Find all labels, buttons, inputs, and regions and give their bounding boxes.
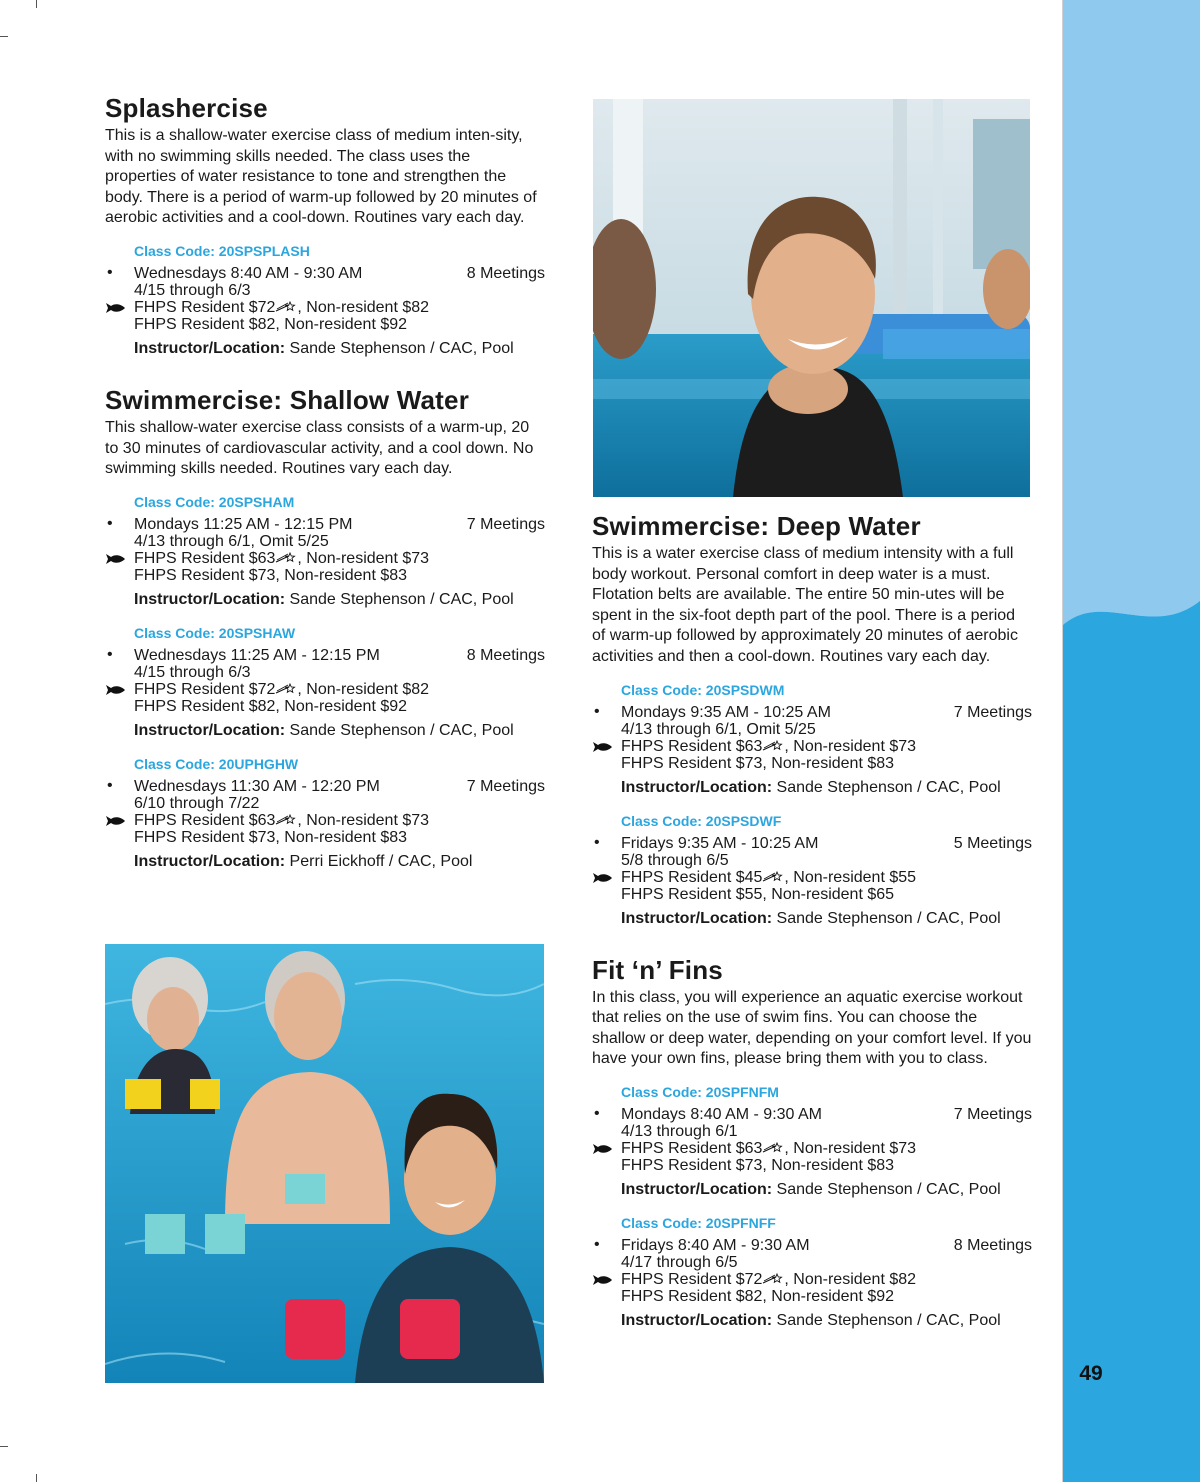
shooting-star-icon — [275, 301, 297, 312]
wave-decoration — [1063, 560, 1200, 700]
crop-mark — [36, 0, 37, 8]
fee-nonresident: , Non-resident $73 — [297, 811, 430, 829]
fee-row — [592, 738, 1032, 755]
instructor-value: Sande Stephenson / CAC, Pool — [285, 590, 514, 608]
class-code: Class Code: 20SPSPLASH — [134, 242, 310, 259]
instructor-label: Instructor/Location: — [134, 721, 286, 739]
meetings-count: 7 Meetings — [466, 777, 545, 795]
fish-icon — [105, 552, 127, 566]
shooting-star-icon — [275, 552, 297, 563]
class-section — [592, 954, 1032, 1330]
fee-row — [592, 1271, 1032, 1288]
late-fee-row — [105, 567, 545, 584]
class-code: Class Code: 20SPFNFM — [621, 1083, 779, 1100]
instructor-value: Sande Stephenson / CAC, Pool — [772, 1311, 1001, 1329]
page-number: 49 — [1079, 1362, 1103, 1385]
class-offering — [592, 682, 1032, 797]
class-code: Class Code: 20SPSDWM — [621, 681, 785, 698]
bullet-icon: • — [594, 702, 600, 720]
instructor-value: Sande Stephenson / CAC, Pool — [772, 909, 1001, 927]
dates-text: 4/17 through 6/5 — [621, 1253, 738, 1271]
class-section — [105, 384, 545, 871]
schedule-text: Wednesdays 11:30 AM - 12:20 PM — [134, 777, 380, 795]
fee-late-text: FHPS Resident $73, Non-resident $83 — [621, 754, 895, 772]
instructor-label: Instructor/Location: — [134, 339, 286, 357]
class-offering — [105, 625, 545, 740]
class-section — [105, 92, 545, 358]
fee-nonresident: , Non-resident $82 — [297, 680, 430, 698]
fee-row — [592, 1140, 1032, 1157]
fee-row — [592, 869, 1032, 886]
meetings-count: 8 Meetings — [953, 1236, 1032, 1254]
shooting-star-icon — [762, 1142, 784, 1153]
instructor-location — [105, 340, 545, 358]
schedule-text: Wednesdays 8:40 AM - 9:30 AM — [134, 264, 363, 282]
section-description: This is a shallow-water exercise class of medium inten-sity, with no swimming skills needed. The class uses the properties of water resistance to tone and strengthen the body. There is a period of warm-up followed by 20 minutes of aerobic activities and a cool-down. Routines vary each day. — [105, 127, 537, 227]
schedule-row — [592, 1106, 1032, 1123]
late-fee-row — [105, 829, 545, 846]
instructor-label: Instructor/Location: — [621, 1311, 773, 1329]
shooting-star-icon — [762, 1273, 784, 1284]
dates-text: 4/13 through 6/1, Omit 5/25 — [621, 720, 816, 738]
class-offering — [592, 813, 1032, 928]
bullet-icon: • — [107, 263, 113, 281]
instructor-label: Instructor/Location: — [621, 909, 773, 927]
meetings-count: 8 Meetings — [466, 264, 545, 282]
meetings-count: 5 Meetings — [953, 834, 1032, 852]
fee-row — [105, 299, 545, 316]
schedule-row — [105, 516, 545, 533]
instructor-location — [105, 853, 545, 871]
fee-row — [105, 681, 545, 698]
dates-text: 4/13 through 6/1 — [621, 1122, 738, 1140]
bullet-icon: • — [594, 1235, 600, 1253]
meetings-count: 7 Meetings — [953, 703, 1032, 721]
fee-nonresident: , Non-resident $82 — [297, 298, 430, 316]
fee-resident: FHPS Resident $45 — [621, 868, 763, 886]
fee-late-text: FHPS Resident $82, Non-resident $92 — [134, 315, 408, 333]
fee-late-text: FHPS Resident $55, Non-resident $65 — [621, 885, 895, 903]
late-fee-row — [592, 1288, 1032, 1305]
fee-late-text: FHPS Resident $73, Non-resident $83 — [134, 566, 408, 584]
section-title: Swimmercise: Shallow Water — [105, 384, 470, 415]
instructor-label: Instructor/Location: — [134, 590, 286, 608]
dates-text: 4/13 through 6/1, Omit 5/25 — [134, 532, 329, 550]
dates-row — [592, 1254, 1032, 1271]
dates-text: 5/8 through 6/5 — [621, 851, 729, 869]
dates-row — [592, 721, 1032, 738]
fish-icon — [105, 814, 127, 828]
right-column — [592, 510, 1032, 1356]
instructor-location — [592, 1181, 1032, 1199]
dates-row — [105, 664, 545, 681]
shooting-star-icon — [275, 683, 297, 694]
dates-row — [592, 1123, 1032, 1140]
late-fee-row — [105, 698, 545, 715]
section-title: Splashercise — [105, 93, 268, 123]
fee-resident: FHPS Resident $72 — [134, 680, 276, 698]
fish-icon — [592, 1142, 614, 1156]
fish-icon — [105, 301, 127, 315]
late-fee-row — [592, 1157, 1032, 1174]
fee-late-text: FHPS Resident $73, Non-resident $83 — [134, 828, 408, 846]
instructor-value: Sande Stephenson / CAC, Pool — [772, 1180, 1001, 1198]
instructor-location — [592, 779, 1032, 797]
instructor-label: Instructor/Location: — [621, 778, 773, 796]
bullet-icon: • — [594, 833, 600, 851]
instructor-location — [592, 910, 1032, 928]
class-code: Class Code: 20UPHGHW — [134, 755, 299, 772]
class-code: Class Code: 20SPSDWF — [621, 812, 782, 829]
class-offering — [105, 494, 545, 609]
late-fee-row — [592, 755, 1032, 772]
photo-seniors-aqua-fitness — [105, 944, 544, 1383]
schedule-row — [592, 835, 1032, 852]
instructor-value: Sande Stephenson / CAC, Pool — [772, 778, 1001, 796]
fee-late-text: FHPS Resident $82, Non-resident $92 — [134, 697, 408, 715]
section-title: Swimmercise: Deep Water — [592, 511, 921, 541]
dates-text: 6/10 through 7/22 — [134, 794, 260, 812]
instructor-location — [105, 722, 545, 740]
schedule-row — [105, 647, 545, 664]
crop-mark — [0, 1446, 8, 1447]
fee-nonresident: , Non-resident $73 — [297, 549, 430, 567]
instructor-value: Sande Stephenson / CAC, Pool — [285, 721, 514, 739]
fee-late-text: FHPS Resident $73, Non-resident $83 — [621, 1156, 895, 1174]
schedule-row — [105, 778, 545, 795]
fee-resident: FHPS Resident $63 — [621, 737, 763, 755]
schedule-text: Mondays 8:40 AM - 9:30 AM — [621, 1105, 822, 1123]
instructor-location — [592, 1312, 1032, 1330]
dates-row — [105, 282, 545, 299]
bullet-icon: • — [107, 645, 113, 663]
fee-row — [105, 550, 545, 567]
class-code: Class Code: 20SPSHAM — [134, 493, 295, 510]
fee-nonresident: , Non-resident $82 — [784, 1270, 917, 1288]
fee-nonresident: , Non-resident $55 — [784, 868, 917, 886]
crop-mark — [36, 1474, 37, 1482]
fish-icon — [592, 740, 614, 754]
class-offering — [105, 756, 545, 871]
dates-row — [105, 533, 545, 550]
fee-resident: FHPS Resident $72 — [621, 1270, 763, 1288]
fee-resident: FHPS Resident $63 — [134, 549, 276, 567]
schedule-row — [592, 704, 1032, 721]
bullet-icon: • — [594, 1104, 600, 1122]
late-fee-row — [105, 316, 545, 333]
schedule-text: Mondays 11:25 AM - 12:15 PM — [134, 515, 353, 533]
schedule-text: Wednesdays 11:25 AM - 12:15 PM — [134, 646, 380, 664]
class-code: Class Code: 20SPFNFF — [621, 1214, 776, 1231]
instructor-value: Sande Stephenson / CAC, Pool — [285, 339, 514, 357]
photo-woman-in-pool — [593, 99, 1030, 497]
meetings-count: 7 Meetings — [466, 515, 545, 533]
schedule-text: Fridays 8:40 AM - 9:30 AM — [621, 1236, 810, 1254]
fish-icon — [105, 683, 127, 697]
fish-icon — [592, 1273, 614, 1287]
class-code: Class Code: 20SPSHAW — [134, 624, 296, 641]
fee-resident: FHPS Resident $63 — [134, 811, 276, 829]
fee-late-text: FHPS Resident $82, Non-resident $92 — [621, 1287, 895, 1305]
bullet-icon: • — [107, 776, 113, 794]
shooting-star-icon — [275, 814, 297, 825]
section-description: In this class, you will experience an aquatic exercise workout that relies on the use of swim fins. You can choose the shallow or deep water, depending on your comfort level. If you have your own fins, please bring them with you to class. — [592, 988, 1032, 1068]
section-description: This shallow-water exercise class consists of a warm-up, 20 to 30 minutes of cardiovascular activity, and a cool down. No swimming skills needed. Routines vary each day. — [105, 418, 534, 478]
schedule-text: Mondays 9:35 AM - 10:25 AM — [621, 703, 831, 721]
class-section — [592, 510, 1032, 928]
schedule-text: Fridays 9:35 AM - 10:25 AM — [621, 834, 819, 852]
side-color-tab — [1062, 0, 1200, 1482]
fish-icon — [592, 871, 614, 885]
instructor-label: Instructor/Location: — [621, 1180, 773, 1198]
crop-mark — [0, 36, 8, 37]
left-column — [105, 92, 545, 897]
late-fee-row — [592, 886, 1032, 903]
schedule-row — [592, 1237, 1032, 1254]
shooting-star-icon — [762, 740, 784, 751]
fee-nonresident: , Non-resident $73 — [784, 1139, 917, 1157]
class-offering — [105, 243, 545, 358]
fee-row — [105, 812, 545, 829]
meetings-count: 8 Meetings — [466, 646, 545, 664]
class-offering — [592, 1084, 1032, 1199]
instructor-label: Instructor/Location: — [134, 852, 286, 870]
instructor-location — [105, 591, 545, 609]
fee-nonresident: , Non-resident $73 — [784, 737, 917, 755]
bullet-icon: • — [107, 514, 113, 532]
class-offering — [592, 1215, 1032, 1330]
dates-row — [592, 852, 1032, 869]
dates-text: 4/15 through 6/3 — [134, 281, 251, 299]
dates-text: 4/15 through 6/3 — [134, 663, 251, 681]
instructor-value: Perri Eickhoff / CAC, Pool — [285, 852, 473, 870]
shooting-star-icon — [762, 871, 784, 882]
schedule-row — [105, 265, 545, 282]
dates-row — [105, 795, 545, 812]
fee-resident: FHPS Resident $72 — [134, 298, 276, 316]
fee-resident: FHPS Resident $63 — [621, 1139, 763, 1157]
meetings-count: 7 Meetings — [953, 1105, 1032, 1123]
section-title: Fit ‘n’ Fins — [592, 954, 723, 985]
section-description: This is a water exercise class of medium intensity with a full body workout. Personal comfort in deep water is a must. Flotation belts are available. The entire 50 min-utes will be spent in the six-foot depth part of the pool. There is a period of warm-up followed by approximately 20 minutes of aerobic activities and then a cool-down. Routines vary each day. — [592, 545, 1018, 665]
